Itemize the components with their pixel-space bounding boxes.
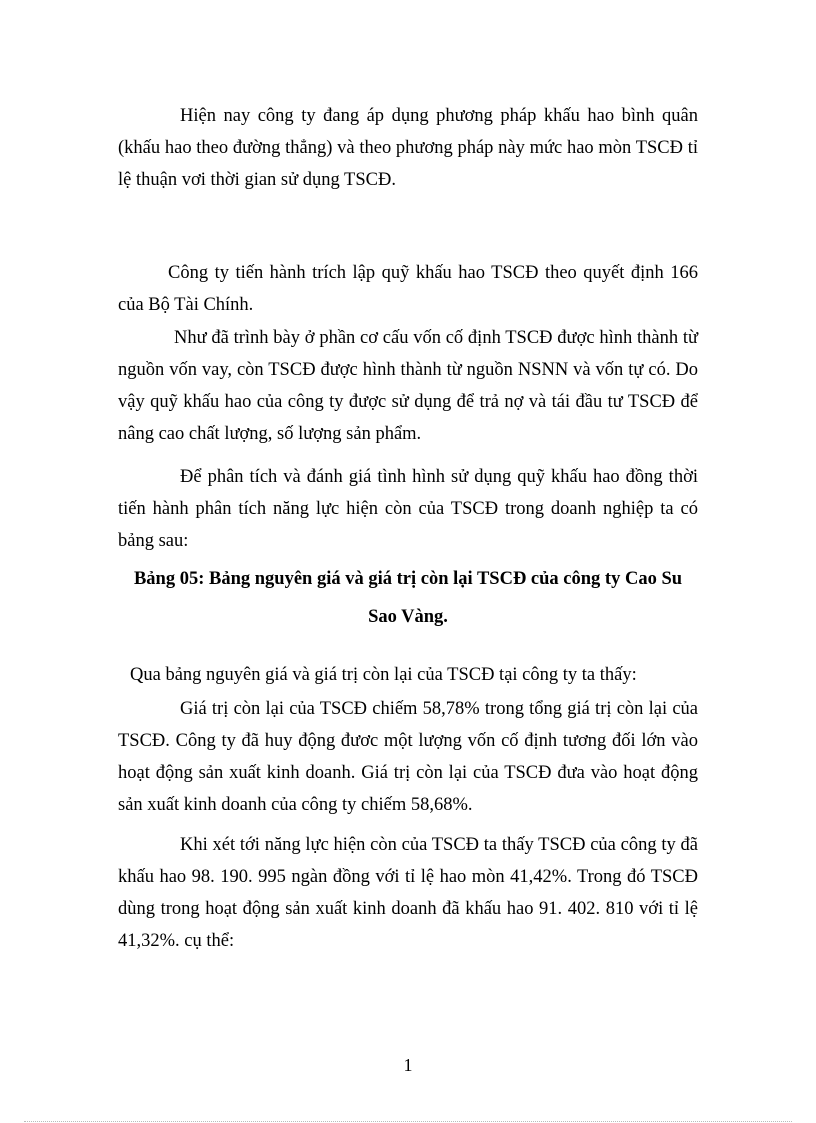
page-bottom-divider	[24, 1121, 792, 1122]
paragraph-fund-usage: Như đã trình bày ở phần cơ cấu vốn cố định TSCĐ được hình thành từ nguồn vốn vay, còn TSCĐ được hình thành từ nguồn NSNN và vốn tự có. Do vậy quỹ khấu hao của công ty được sử dụng để trả nợ và tái đầu tư TSCĐ để nâng cao chất lượng, số lượng sản phẩm.	[118, 328, 698, 444]
paragraph-depreciation-fund: Công ty tiến hành trích lập quỹ khấu hao TSCĐ theo quyết định 166 của Bộ Tài Chính.	[118, 263, 698, 315]
paragraph-depreciation-detail: Khi xét tới năng lực hiện còn của TSCĐ ta thấy TSCĐ của công ty đã khấu hao 98. 190. 995 ngàn đồng với tỉ lệ hao mòn 41,42%. Trong đó TSCĐ dùng trong hoạt động sản xuất kinh doanh đã khấu hao 91. 402. 810 với tỉ lệ 41,32%. cụ thể:	[118, 835, 698, 951]
paragraph-analysis-intro: Để phân tích và đánh giá tình hình sử dụng quỹ khấu hao đồng thời tiến hành phân tích năng lực hiện còn của TSCĐ trong doanh nghiệp ta có bảng sau:	[118, 467, 698, 551]
table-caption: Bảng 05: Bảng nguyên giá và giá trị còn lại TSCĐ của công ty Cao Su Sao Vàng.	[133, 569, 683, 627]
paragraph-remaining-value: Giá trị còn lại của TSCĐ chiếm 58,78% trong tổng giá trị còn lại của TSCĐ. Công ty đã huy động đươc một lượng vốn cố định tương đối lớn vào hoạt động sản xuất kinh doanh. Giá trị còn lại của TSCĐ đưa vào hoạt động sản xuất kinh doanh của công ty chiếm 58,68%.	[118, 699, 698, 815]
paragraph-depreciation-method: Hiện nay công ty đang áp dụng phương pháp khấu hao bình quân (khấu hao theo đường thẳng) và theo phương pháp này mức hao mòn TSCĐ tỉ lệ thuận vơi thời gian sử dụng TSCĐ.	[118, 106, 698, 190]
page-number: 1	[403, 1055, 413, 1075]
paragraph-table-summary: Qua bảng nguyên giá và giá trị còn lại của TSCĐ tại công ty ta thấy:	[130, 665, 637, 685]
